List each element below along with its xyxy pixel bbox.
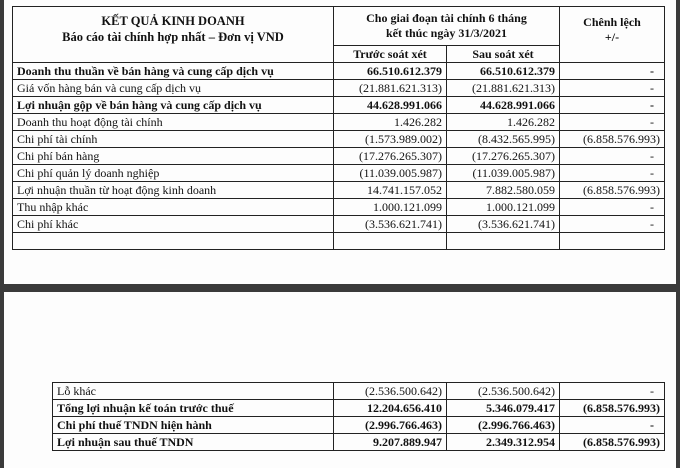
before-audit-value: 66.510.612.379 — [334, 63, 447, 80]
before-audit-value: (2.996.766.463) — [334, 417, 447, 434]
table-row — [13, 148, 665, 165]
before-audit-value: (2.536.500.642) — [334, 383, 447, 400]
table-row — [53, 434, 665, 451]
table-header-row — [13, 7, 665, 46]
table-body-top — [13, 63, 665, 233]
row-label: Lợi nhuận thuần từ hoạt động kinh doanh — [13, 182, 334, 199]
period-line-2: kết thúc ngày 31/3/2021 — [385, 26, 507, 40]
table-body-bottom — [53, 383, 665, 451]
before-audit-value: (21.881.621.313) — [334, 80, 447, 97]
difference-value: - — [560, 417, 665, 434]
difference-value: - — [560, 148, 665, 165]
before-audit-value: 1.426.282 — [334, 114, 447, 131]
after-audit-value: 7.882.580.059 — [447, 182, 560, 199]
table-row — [53, 417, 665, 434]
table-row — [13, 165, 665, 182]
empty-cell — [13, 233, 334, 250]
difference-value: - — [560, 63, 665, 80]
difference-sign: +/- — [604, 30, 620, 44]
table-row-empty — [13, 233, 665, 250]
report-subtitle: Báo cáo tài chính hợp nhất – Đơn vị VND — [62, 30, 284, 44]
before-audit-value: 1.000.121.099 — [334, 199, 447, 216]
after-audit-value: 1.000.121.099 — [447, 199, 560, 216]
difference-value: - — [560, 199, 665, 216]
before-audit-value: 12.204.656.410 — [334, 400, 447, 417]
after-audit-value: (21.881.621.313) — [447, 80, 560, 97]
difference-value: - — [560, 216, 665, 233]
after-audit-value: (2.996.766.463) — [447, 417, 560, 434]
after-audit-value: 44.628.991.066 — [447, 97, 560, 114]
row-label: Lợi nhuận sau thuế TNDN — [53, 434, 334, 451]
after-audit-value: (11.039.005.987) — [447, 165, 560, 182]
difference-value: (6.858.576.993) — [560, 131, 665, 148]
report-page-top — [4, 0, 676, 284]
difference-value: - — [560, 80, 665, 97]
table-row — [13, 80, 665, 97]
row-label: Chi phí bán hàng — [13, 148, 334, 165]
after-audit-value: (2.536.500.642) — [447, 383, 560, 400]
before-audit-value: 44.628.991.066 — [334, 97, 447, 114]
after-audit-value: 2.349.312.954 — [447, 434, 560, 451]
report-page-bottom — [4, 292, 676, 468]
before-audit-value: 9.207.889.947 — [334, 434, 447, 451]
table-row — [13, 97, 665, 114]
row-label: Lợi nhuận gộp về bán hàng và cung cấp dịch vụ — [13, 97, 334, 114]
period-header — [334, 7, 560, 46]
before-audit-value: (3.536.621.741) — [334, 216, 447, 233]
period-line-1: Cho giai đoạn tài chính 6 tháng — [366, 11, 527, 25]
difference-value: (6.858.576.993) — [560, 434, 665, 451]
empty-cell — [334, 233, 447, 250]
row-label: Chi phí thuế TNDN hiện hành — [53, 417, 334, 434]
after-audit-value: 5.346.079.417 — [447, 400, 560, 417]
difference-value: - — [560, 383, 665, 400]
report-title: KẾT QUẢ KINH DOANH — [101, 14, 245, 28]
row-label: Chi phí khác — [13, 216, 334, 233]
row-label: Chi phí quản lý doanh nghiệp — [13, 165, 334, 182]
table-row — [13, 63, 665, 80]
table-row — [13, 131, 665, 148]
row-label: Tổng lợi nhuận kế toán trước thuế — [53, 400, 334, 417]
empty-cell — [560, 233, 665, 250]
before-audit-header: Trước soát xét — [334, 46, 447, 63]
empty-cell — [447, 233, 560, 250]
after-audit-header: Sau soát xét — [447, 46, 560, 63]
difference-label: Chênh lệch — [583, 15, 641, 29]
header-title-cell — [13, 7, 334, 63]
table-row — [13, 199, 665, 216]
row-label: Giá vốn hàng bán và cung cấp dịch vụ — [13, 80, 334, 97]
income-statement-table-bottom — [52, 382, 665, 451]
row-label: Doanh thu hoạt động tài chính — [13, 114, 334, 131]
after-audit-value: (17.276.265.307) — [447, 148, 560, 165]
before-audit-value: (1.573.989.002) — [334, 131, 447, 148]
difference-value: - — [560, 97, 665, 114]
row-label: Doanh thu thuần về bán hàng và cung cấp dịch vụ — [13, 63, 334, 80]
table-row — [53, 400, 665, 417]
table-row — [13, 114, 665, 131]
difference-header — [560, 7, 665, 63]
table-row — [13, 216, 665, 233]
before-audit-value: (11.039.005.987) — [334, 165, 447, 182]
row-label: Chi phí tài chính — [13, 131, 334, 148]
before-audit-value: 14.741.157.052 — [334, 182, 447, 199]
table-row — [13, 182, 665, 199]
row-label: Thu nhập khác — [13, 199, 334, 216]
after-audit-value: 1.426.282 — [447, 114, 560, 131]
income-statement-table-top — [12, 6, 665, 250]
after-audit-value: (3.536.621.741) — [447, 216, 560, 233]
difference-value: - — [560, 114, 665, 131]
difference-value: (6.858.576.993) — [560, 182, 665, 199]
difference-value: (6.858.576.993) — [560, 400, 665, 417]
before-audit-value: (17.276.265.307) — [334, 148, 447, 165]
after-audit-value: 66.510.612.379 — [447, 63, 560, 80]
after-audit-value: (8.432.565.995) — [447, 131, 560, 148]
table-row — [53, 383, 665, 400]
difference-value: - — [560, 165, 665, 182]
row-label: Lỗ khác — [53, 383, 334, 400]
